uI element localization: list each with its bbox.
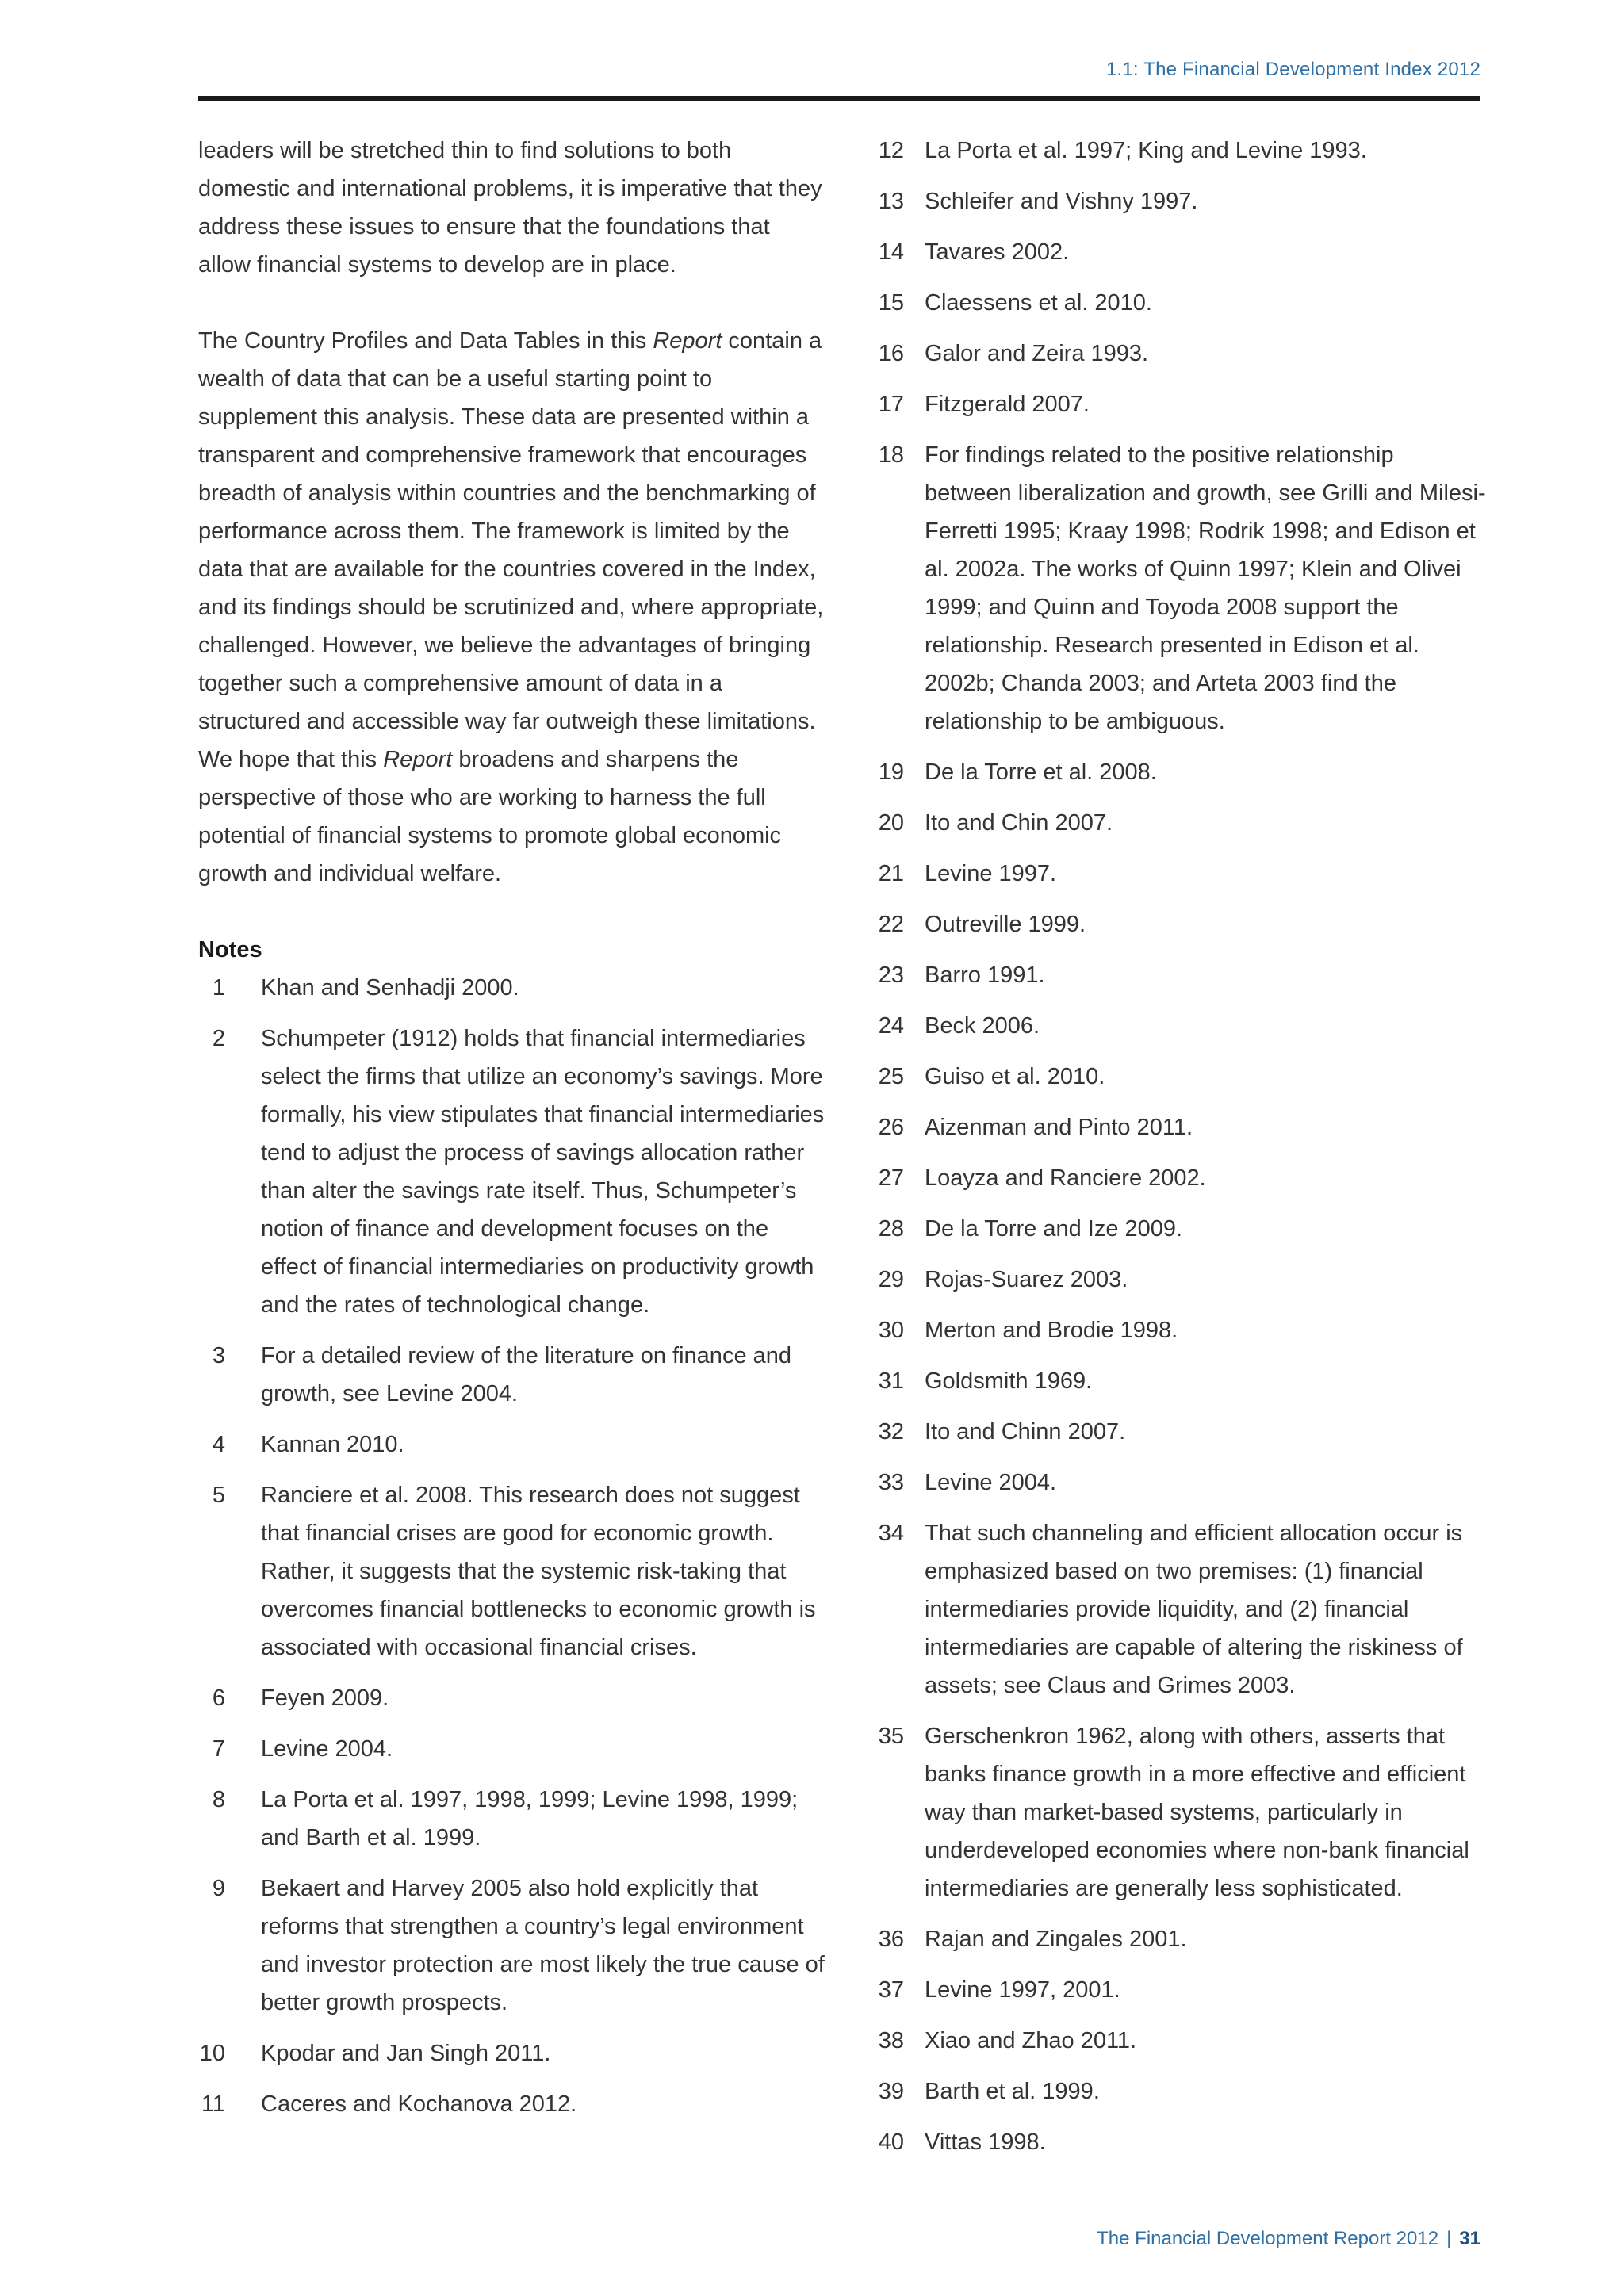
note-text: Ranciere et al. 2008. This research does not suggest that financial crises are good for economic growth. Rather, it suggests that the systemic risk-taking that overcomes financial bottlenecks to economic growth is associated with occasional financial crises. [261, 1483, 816, 1660]
note-text: Levine 1997, 2001. [925, 1977, 1120, 2003]
note-text: Kpodar and Jan Singh 2011. [261, 2041, 551, 2066]
note-number: 38 [878, 2028, 904, 2053]
note-item [875, 1159, 1486, 1197]
note-item [198, 1869, 825, 2022]
notes-list-left [198, 969, 825, 2123]
note-text: Outreville 1999. [925, 912, 1086, 937]
note-number: 33 [878, 1470, 904, 1495]
notes-heading: Notes [198, 937, 262, 962]
paragraph-2-text-c: contain a wealth of data that can be a useful starting point to supplement this analysis. These data are presented within a transparent and comprehensive framework that encourages breadth of analysis within countries and the benchmarking of performance across them. The framework is limited by the data that are available for the countries covered in the Index, and its findings should be scrutinized and, where appropriate, challenged. However, we believe the advantages of bringing together such a comprehensive amount of data in a structured and accessible way far outweigh these limitations. We hope that this [198, 328, 824, 772]
note-text: Barth et al. 1999. [925, 2079, 1100, 2104]
note-item [198, 2085, 825, 2123]
note-text: Bekaert and Harvey 2005 also hold explicitly that reforms that strengthen a country’s legal environment and investor protection are most likely the true cause of better growth prospects. [261, 1876, 825, 2015]
note-number: 11 [201, 2091, 225, 2117]
note-number: 1 [212, 975, 225, 1001]
page-footer [1097, 2228, 1480, 2250]
body-paragraph-2 [198, 322, 825, 893]
note-item [198, 1679, 825, 1717]
note-item [875, 1058, 1486, 1096]
note-text: Schumpeter (1912) holds that financial intermediaries select the firms that utilize an economy’s savings. More formally, his view stipulates that financial intermediaries tend to adjust the process of savings allocation rather than alter the savings rate itself. Thus, Schumpeter’s notion of finance and development focuses on the effect of financial intermediaries on productivity growth and the rates of technological change. [261, 1026, 825, 1318]
note-item [875, 233, 1486, 271]
note-item [198, 969, 825, 1007]
note-text: Levine 1997. [925, 861, 1057, 886]
note-item [875, 436, 1486, 740]
note-number: 6 [212, 1686, 225, 1711]
note-text: Levine 2004. [261, 1736, 393, 1762]
note-number: 12 [878, 138, 904, 163]
page-number: 31 [1459, 2228, 1480, 2249]
note-text: Kannan 2010. [261, 1432, 404, 1457]
note-number: 39 [878, 2079, 904, 2104]
note-text: Galor and Zeira 1993. [925, 341, 1149, 366]
note-item [875, 2123, 1486, 2161]
footer-report-title: The Financial Development Report 2012 [1097, 2228, 1439, 2249]
note-text: Loayza and Ranciere 2002. [925, 1165, 1206, 1191]
note-number: 20 [878, 810, 904, 836]
note-text: Goldsmith 1969. [925, 1368, 1093, 1394]
note-item [875, 1514, 1486, 1705]
note-text: Tavares 2002. [925, 239, 1070, 265]
note-item [875, 956, 1486, 994]
note-number: 31 [878, 1368, 904, 1394]
note-item [875, 1464, 1486, 1502]
note-item [198, 1730, 825, 1768]
note-number: 14 [878, 239, 904, 265]
report-title-italic: Report [653, 328, 722, 354]
note-item [875, 1007, 1486, 1045]
paragraph-2-text-e: broadens and sharpens the perspective of those who are working to harness the full potential of financial systems to promote global economic growth and individual welfare. [198, 747, 782, 886]
note-number: 27 [878, 1165, 904, 1191]
note-text: Schleifer and Vishny 1997. [925, 189, 1198, 214]
note-item [875, 1362, 1486, 1400]
note-text: Claessens et al. 2010. [925, 290, 1152, 316]
note-text: De la Torre and Ize 2009. [925, 1216, 1183, 1242]
note-number: 3 [212, 1343, 225, 1368]
note-text: Guiso et al. 2010. [925, 1064, 1105, 1089]
note-number: 37 [878, 1977, 904, 2003]
note-number: 10 [199, 2041, 225, 2066]
note-number: 19 [878, 760, 904, 785]
note-text: Beck 2006. [925, 1013, 1040, 1039]
paragraph-2-text-a: The Country Profiles and Data Tables in this [198, 328, 653, 354]
note-item [875, 2022, 1486, 2060]
note-item [875, 1108, 1486, 1146]
note-text: Caceres and Kochanova 2012. [261, 2091, 577, 2117]
note-item [198, 2034, 825, 2072]
note-item [875, 1413, 1486, 1451]
note-item [875, 2072, 1486, 2110]
note-number: 32 [878, 1419, 904, 1445]
footer-separator: | [1446, 2228, 1452, 2249]
note-item [875, 1261, 1486, 1299]
note-text: Vittas 1998. [925, 2130, 1046, 2155]
note-number: 8 [212, 1787, 225, 1812]
note-number: 29 [878, 1267, 904, 1292]
note-number: 34 [878, 1521, 904, 1546]
note-item [875, 804, 1486, 842]
note-number: 22 [878, 912, 904, 937]
note-text: Feyen 2009. [261, 1686, 389, 1711]
body-paragraph-1: leaders will be stretched thin to find solutions to both domestic and international problems, it is imperative that they address these issues to ensure that the foundations that allow financial systems to develop are in place. [198, 138, 822, 277]
note-number: 15 [878, 290, 904, 316]
note-item [875, 1971, 1486, 2009]
note-number: 7 [212, 1736, 225, 1762]
note-item [875, 1311, 1486, 1349]
note-number: 9 [212, 1876, 225, 1901]
note-item [875, 1717, 1486, 1908]
note-number: 13 [878, 189, 904, 214]
notes-list-right [875, 132, 1486, 2161]
note-number: 21 [878, 861, 904, 886]
note-text: La Porta et al. 1997, 1998, 1999; Levine 1998, 1999; and Barth et al. 1999. [261, 1787, 799, 1850]
note-text: Merton and Brodie 1998. [925, 1318, 1178, 1343]
note-text: Khan and Senhadji 2000. [261, 975, 519, 1001]
header-rule [198, 96, 1480, 101]
note-text: Fitzgerald 2007. [925, 392, 1090, 417]
note-number: 26 [878, 1115, 904, 1140]
note-item [875, 284, 1486, 322]
note-number: 40 [878, 2130, 904, 2155]
running-head: 1.1: The Financial Development Index 2012 [1105, 59, 1480, 80]
note-text: For a detailed review of the literature on finance and growth, see Levine 2004. [261, 1343, 792, 1406]
note-number: 30 [878, 1318, 904, 1343]
note-number: 16 [878, 341, 904, 366]
note-item [875, 855, 1486, 893]
note-item [875, 182, 1486, 220]
note-number: 17 [878, 392, 904, 417]
note-text: Rajan and Zingales 2001. [925, 1927, 1187, 1952]
note-text: Barro 1991. [925, 962, 1045, 988]
note-item [875, 1210, 1486, 1248]
note-text: De la Torre et al. 2008. [925, 760, 1157, 785]
note-item [198, 1476, 825, 1667]
right-column [875, 132, 1486, 2174]
report-title-italic: Report [383, 747, 453, 772]
note-number: 4 [212, 1432, 225, 1457]
note-number: 25 [878, 1064, 904, 1089]
note-text: Rojas-Suarez 2003. [925, 1267, 1128, 1292]
note-item [198, 1020, 825, 1324]
note-item [875, 335, 1486, 373]
note-text: La Porta et al. 1997; King and Levine 1993. [925, 138, 1367, 163]
note-number: 35 [878, 1724, 904, 1749]
note-item [875, 385, 1486, 423]
note-number: 23 [878, 962, 904, 988]
note-text: Ito and Chinn 2007. [925, 1419, 1126, 1445]
note-text: Gerschenkron 1962, along with others, asserts that banks finance growth in a more effective and efficient way than market-based systems, particularly in underdeveloped economies where non-bank financial intermediaries are generally less sophisticated. [925, 1724, 1469, 1901]
note-item [875, 753, 1486, 791]
note-text: Levine 2004. [925, 1470, 1057, 1495]
note-number: 36 [878, 1927, 904, 1952]
note-item [198, 1781, 825, 1857]
note-text: Xiao and Zhao 2011. [925, 2028, 1137, 2053]
left-column [198, 132, 825, 2136]
note-text: For findings related to the positive relationship between liberalization and growth, see Grilli and Milesi-Ferretti 1995; Kraay 1998; Rodrik 1998; and Edison et al. 2002a. The works of Quinn 1997; Klein and Olivei 1999; and Quinn and Toyoda 2008 support the relationship. Research presented in Edison et al. 2002b; Chanda 2003; and Arteta 2003 find the relationship to be ambiguous. [925, 442, 1486, 734]
note-text: Aizenman and Pinto 2011. [925, 1115, 1193, 1140]
note-item [198, 1425, 825, 1464]
note-number: 18 [878, 442, 904, 468]
note-number: 5 [212, 1483, 225, 1508]
note-text: That such channeling and efficient allocation occur is emphasized based on two premises: (1) financial intermediaries provide liquidity, and (2) financial intermediaries are capable of altering the riskiness of assets; see Claus and Grimes 2003. [925, 1521, 1463, 1698]
note-text: Ito and Chin 2007. [925, 810, 1113, 836]
note-item [875, 905, 1486, 943]
note-number: 2 [212, 1026, 225, 1051]
note-item [875, 132, 1486, 170]
note-number: 28 [878, 1216, 904, 1242]
note-number: 24 [878, 1013, 904, 1039]
note-item [198, 1337, 825, 1413]
note-item [875, 1920, 1486, 1958]
